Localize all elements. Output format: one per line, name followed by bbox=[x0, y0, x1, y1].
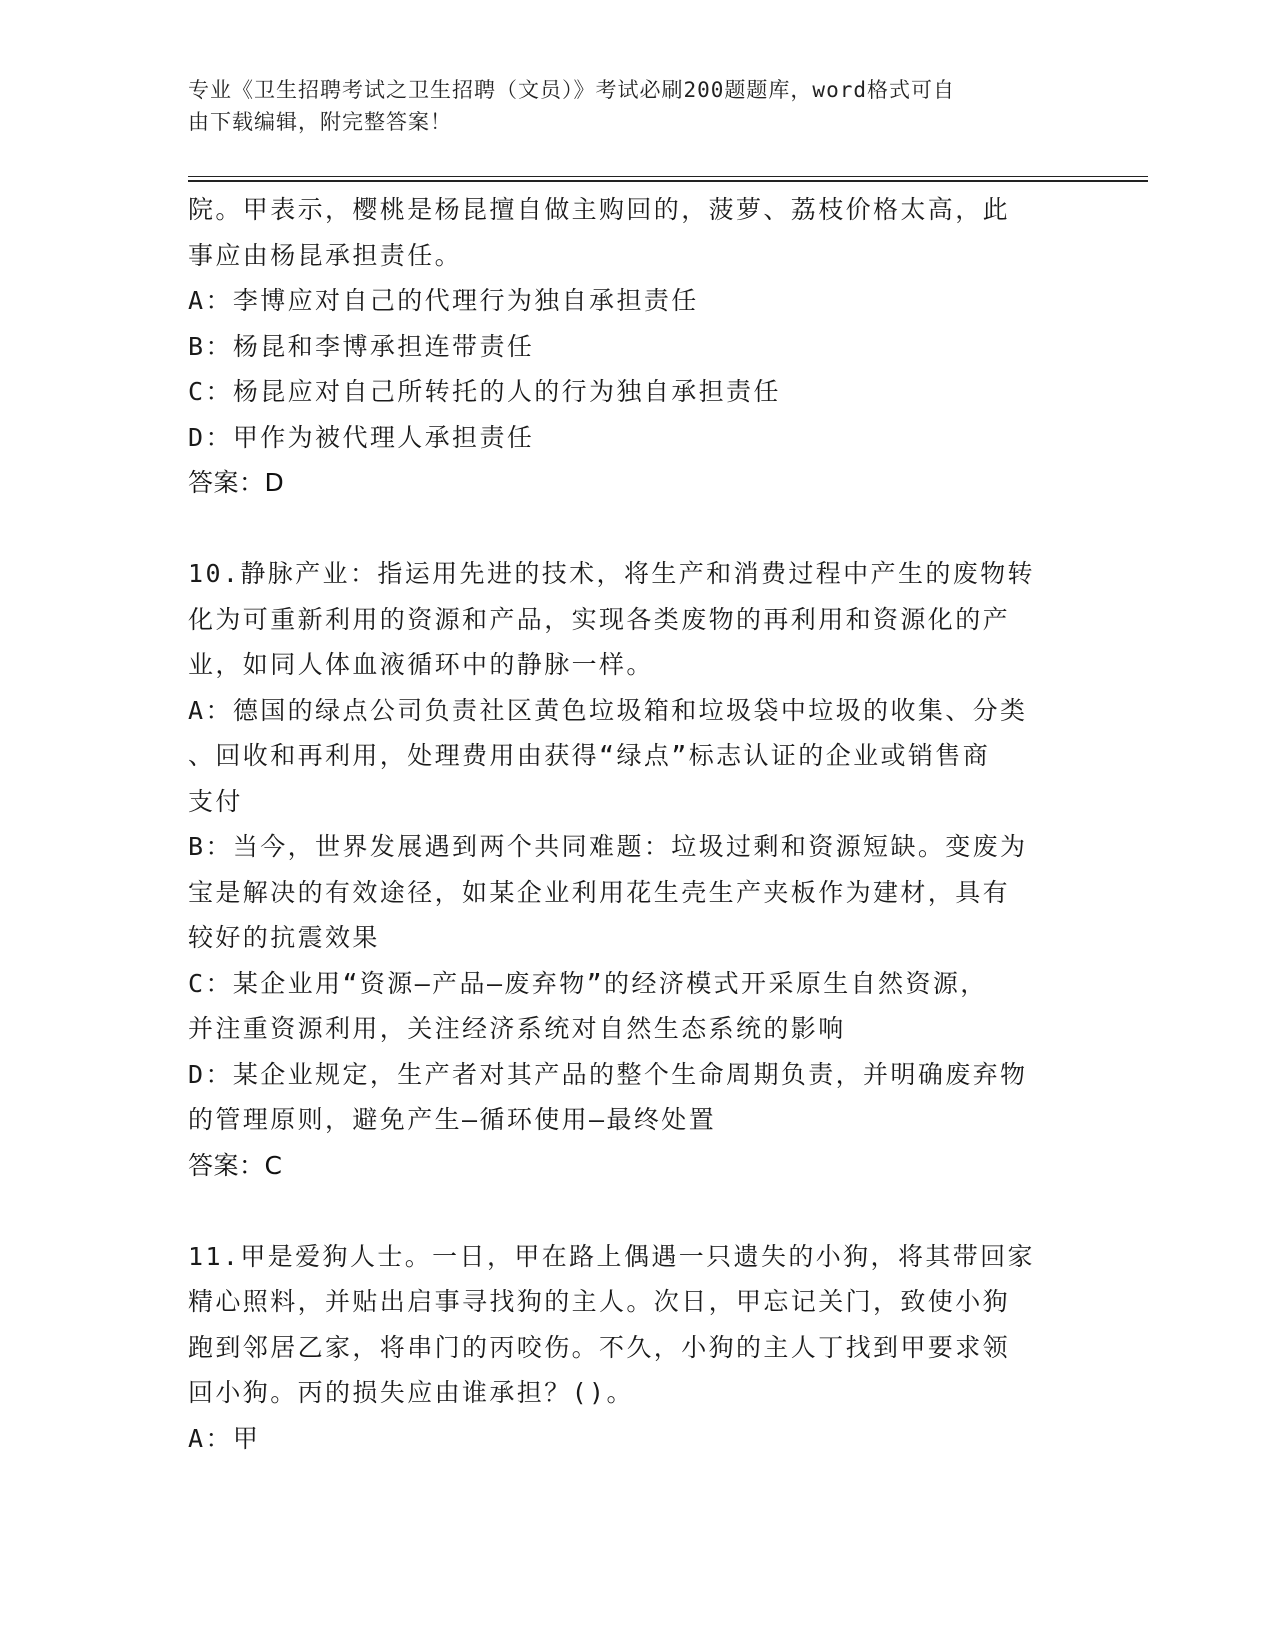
option-b: B：杨昆和李博承担连带责任 bbox=[188, 331, 535, 361]
option-c: C：杨昆应对自己所转托的人的行为独自承担责任 bbox=[188, 377, 781, 406]
option-a: A：李博应对自己的代理行为独自承担责任 bbox=[188, 286, 699, 315]
option-a-cont: 、回收和再利用，处理费用由获得“绿点”标志认证的企业或销售商 bbox=[188, 741, 991, 770]
option-c: C：某企业用“资源—产品—废弃物”的经济模式开采原生自然资源， bbox=[188, 968, 988, 998]
question-stem-line: 院。甲表示，樱桃是杨昆擅自做主购回的，菠萝、荔枝价格太高，此 bbox=[188, 195, 1011, 224]
question-stem-line: 跑到邻居乙家，将串门的丙咬伤。不久，小狗的主人丁找到甲要求领 bbox=[188, 1332, 1011, 1362]
page-header bbox=[188, 74, 1068, 138]
option-a: A：德国的绿点公司负责社区黄色垃圾箱和垃圾袋中垃圾的收集、分类 bbox=[188, 695, 1028, 725]
option-d: D：甲作为被代理人承担责任 bbox=[188, 422, 535, 452]
option-b-cont: 较好的抗震效果 bbox=[188, 923, 380, 952]
question-stem-line: 11.甲是爱狗人士。一日，甲在路上偶遇一只遗失的小狗，将其带回家 bbox=[188, 1241, 1035, 1271]
option-d: D：某企业规定，生产者对其产品的整个生命周期负责，并明确废弃物 bbox=[188, 1059, 1028, 1089]
question-spacer bbox=[188, 506, 1068, 552]
question-11 bbox=[188, 1234, 1068, 1462]
question-stem-line: 10.静脉产业：指运用先进的技术，将生产和消费过程中产生的废物转 bbox=[188, 559, 1035, 588]
answer-label: 答案：D bbox=[188, 468, 285, 497]
question-10 bbox=[188, 551, 1068, 1188]
option-a-cont: 支付 bbox=[188, 786, 243, 816]
header-rule-thick bbox=[188, 180, 1148, 182]
option-c-cont: 并注重资源利用，关注经济系统对自然生态系统的影响 bbox=[188, 1014, 846, 1043]
document-body bbox=[188, 187, 1068, 1461]
question-stem-line: 业，如同人体血液循环中的静脉一样。 bbox=[188, 650, 654, 679]
header-line: 专业《卫生招聘考试之卫生招聘（文员）》考试必刷200题题库，word格式可自 bbox=[188, 78, 955, 102]
question-9 bbox=[188, 187, 1068, 506]
answer-label: 答案：C bbox=[188, 1150, 283, 1180]
option-d-cont: 的管理原则，避免产生—循环使用—最终处置 bbox=[188, 1105, 717, 1134]
question-stem-line: 回小狗。丙的损失应由谁承担？()。 bbox=[188, 1378, 634, 1407]
header-line: 由下载编辑，附完整答案！ bbox=[188, 110, 452, 134]
option-b: B：当今，世界发展遇到两个共同难题：垃圾过剩和资源短缺。变废为 bbox=[188, 832, 1028, 861]
header-rule-thin bbox=[188, 176, 1148, 177]
question-stem-line: 事应由杨昆承担责任。 bbox=[188, 240, 463, 270]
option-b-cont: 宝是解决的有效途径，如某企业利用花生壳生产夹板作为建材，具有 bbox=[188, 877, 1011, 907]
option-a: A：甲 bbox=[188, 1423, 261, 1453]
question-stem-line: 精心照料，并贴出启事寻找狗的主人。次日，甲忘记关门，致使小狗 bbox=[188, 1287, 1011, 1316]
question-spacer bbox=[188, 1188, 1068, 1234]
question-stem-line: 化为可重新利用的资源和产品，实现各类废物的再利用和资源化的产 bbox=[188, 604, 1011, 634]
